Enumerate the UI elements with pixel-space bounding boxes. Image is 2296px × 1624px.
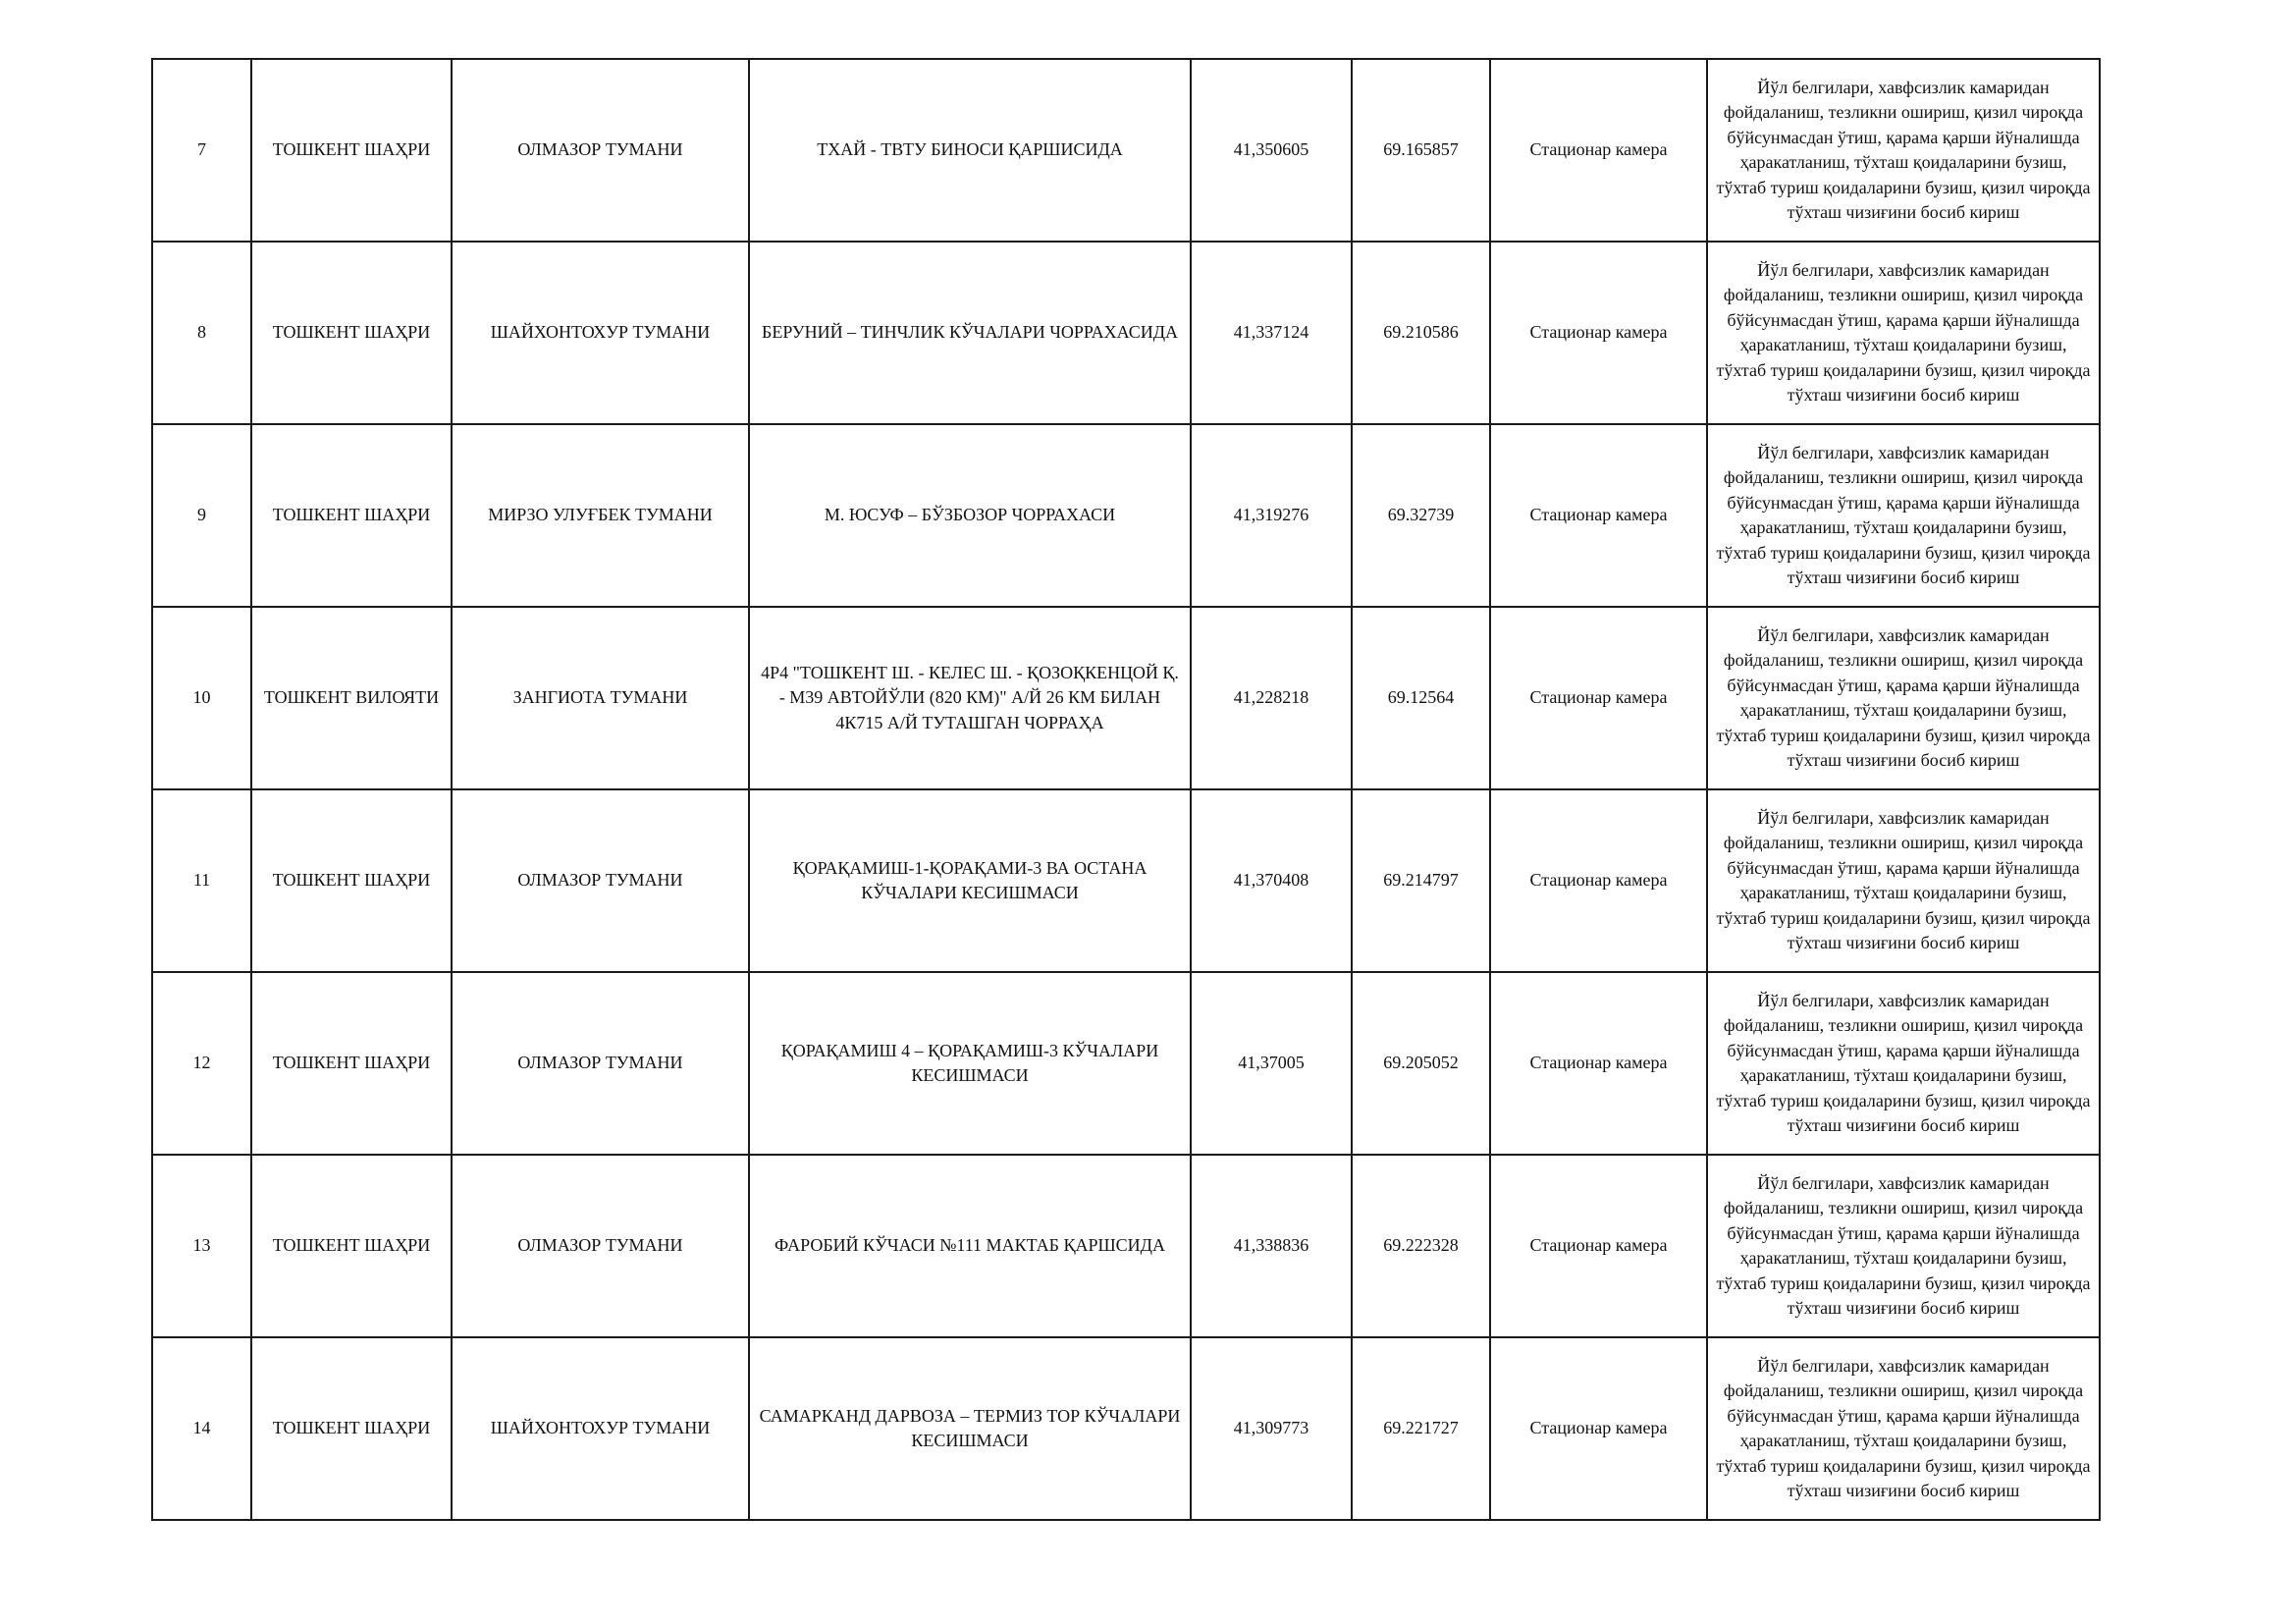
camera-type-cell: Стационар камера xyxy=(1490,1337,1707,1520)
violations-cell: Йўл белгилари, хавфсизлик камаридан фойдаланиш, тезликни ошириш, қизил чироқда бўйсунмасдан ўтиш, қарама қарши йўналишда ҳаракатланиш, тўхташ қоидаларини бузиш, тўхтаб туриш қоидаларини бузиш, қизил чироқда тўхташ чизиғини босиб кириш xyxy=(1707,59,2100,242)
district-cell: ОЛМАЗОР ТУМАНИ xyxy=(452,1155,749,1337)
violations-cell: Йўл белгилари, хавфсизлик камаридан фойдаланиш, тезликни ошириш, қизил чироқда бўйсунмасдан ўтиш, қарама қарши йўналишда ҳаракатланиш, тўхташ қоидаларини бузиш, тўхтаб туриш қоидаларини бузиш, қизил чироқда тўхташ чизиғини босиб кириш xyxy=(1707,424,2100,607)
district-cell: ОЛМАЗОР ТУМАНИ xyxy=(452,972,749,1155)
table-body xyxy=(152,59,2100,1520)
violations-cell: Йўл белгилари, хавфсизлик камаридан фойдаланиш, тезликни ошириш, қизил чироқда бўйсунмасдан ўтиш, қарама қарши йўналишда ҳаракатланиш, тўхташ қоидаларини бузиш, тўхтаб туриш қоидаларини бузиш, қизил чироқда тўхташ чизиғини босиб кириш xyxy=(1707,972,2100,1155)
table-row xyxy=(152,1155,2100,1337)
location-cell: ТХАЙ - ТВТУ БИНОСИ ҚАРШИСИДА xyxy=(749,59,1191,242)
document-page xyxy=(151,58,2101,1521)
camera-type-cell: Стационар камера xyxy=(1490,972,1707,1155)
row-number-cell: 13 xyxy=(152,1155,251,1337)
violations-cell: Йўл белгилари, хавфсизлик камаридан фойдаланиш, тезликни ошириш, қизил чироқда бўйсунмасдан ўтиш, қарама қарши йўналишда ҳаракатланиш, тўхташ қоидаларини бузиш, тўхтаб туриш қоидаларини бузиш, қизил чироқда тўхташ чизиғини босиб кириш xyxy=(1707,607,2100,789)
latitude-cell: 41,338836 xyxy=(1191,1155,1352,1337)
table-row xyxy=(152,1337,2100,1520)
location-cell: САМАРКАНД ДАРВОЗА – ТЕРМИЗ ТОР КЎЧАЛАРИ КЕСИШМАСИ xyxy=(749,1337,1191,1520)
camera-type-cell: Стационар камера xyxy=(1490,242,1707,424)
row-number-cell: 12 xyxy=(152,972,251,1155)
district-cell: МИРЗО УЛУҒБЕК ТУМАНИ xyxy=(452,424,749,607)
longitude-cell: 69.210586 xyxy=(1352,242,1490,424)
latitude-cell: 41,228218 xyxy=(1191,607,1352,789)
longitude-cell: 69.32739 xyxy=(1352,424,1490,607)
violations-cell: Йўл белгилари, хавфсизлик камаридан фойдаланиш, тезликни ошириш, қизил чироқда бўйсунмасдан ўтиш, қарама қарши йўналишда ҳаракатланиш, тўхташ қоидаларини бузиш, тўхтаб туриш қоидаларини бузиш, қизил чироқда тўхташ чизиғини босиб кириш xyxy=(1707,242,2100,424)
longitude-cell: 69.222328 xyxy=(1352,1155,1490,1337)
camera-locations-table xyxy=(151,58,2101,1521)
row-number-cell: 11 xyxy=(152,789,251,972)
latitude-cell: 41,337124 xyxy=(1191,242,1352,424)
camera-type-cell: Стационар камера xyxy=(1490,59,1707,242)
camera-type-cell: Стационар камера xyxy=(1490,424,1707,607)
row-number-cell: 9 xyxy=(152,424,251,607)
longitude-cell: 69.221727 xyxy=(1352,1337,1490,1520)
table-row xyxy=(152,607,2100,789)
region-cell: ТОШКЕНТ ВИЛОЯТИ xyxy=(251,607,452,789)
region-cell: ТОШКЕНТ ШАҲРИ xyxy=(251,424,452,607)
region-cell: ТОШКЕНТ ШАҲРИ xyxy=(251,1155,452,1337)
latitude-cell: 41,37005 xyxy=(1191,972,1352,1155)
latitude-cell: 41,309773 xyxy=(1191,1337,1352,1520)
longitude-cell: 69.214797 xyxy=(1352,789,1490,972)
district-cell: ШАЙХОНТОХУР ТУМАНИ xyxy=(452,242,749,424)
region-cell: ТОШКЕНТ ШАҲРИ xyxy=(251,972,452,1155)
location-cell: М. ЮСУФ – БЎЗБОЗОР ЧОРРАХАСИ xyxy=(749,424,1191,607)
region-cell: ТОШКЕНТ ШАҲРИ xyxy=(251,1337,452,1520)
violations-cell: Йўл белгилари, хавфсизлик камаридан фойдаланиш, тезликни ошириш, қизил чироқда бўйсунмасдан ўтиш, қарама қарши йўналишда ҳаракатланиш, тўхташ қоидаларини бузиш, тўхтаб туриш қоидаларини бузиш, қизил чироқда тўхташ чизиғини босиб кириш xyxy=(1707,789,2100,972)
table-row xyxy=(152,59,2100,242)
location-cell: ФАРОБИЙ КЎЧАСИ №111 МАКТАБ ҚАРШСИДА xyxy=(749,1155,1191,1337)
location-cell: ҚОРАҚАМИШ-1-ҚОРАҚАМИ-3 ВА ОСТАНА КЎЧАЛАРИ КЕСИШМАСИ xyxy=(749,789,1191,972)
camera-type-cell: Стационар камера xyxy=(1490,607,1707,789)
location-cell: 4Р4 "ТОШКЕНТ Ш. - КЕЛЕС Ш. - ҚОЗОҚКЕНЦОЙ Қ. - М39 АВТОЙЎЛИ (820 КМ)" А/Й 26 КМ БИЛАН 4К715 А/Й ТУТАШГАН ЧОРРАҲА xyxy=(749,607,1191,789)
district-cell: ЗАНГИОТА ТУМАНИ xyxy=(452,607,749,789)
district-cell: ОЛМАЗОР ТУМАНИ xyxy=(452,789,749,972)
camera-type-cell: Стационар камера xyxy=(1490,789,1707,972)
district-cell: ОЛМАЗОР ТУМАНИ xyxy=(452,59,749,242)
camera-type-cell: Стационар камера xyxy=(1490,1155,1707,1337)
latitude-cell: 41,350605 xyxy=(1191,59,1352,242)
latitude-cell: 41,319276 xyxy=(1191,424,1352,607)
location-cell: ҚОРАҚАМИШ 4 – ҚОРАҚАМИШ-3 КЎЧАЛАРИ КЕСИШМАСИ xyxy=(749,972,1191,1155)
longitude-cell: 69.205052 xyxy=(1352,972,1490,1155)
longitude-cell: 69.165857 xyxy=(1352,59,1490,242)
region-cell: ТОШКЕНТ ШАҲРИ xyxy=(251,789,452,972)
table-row xyxy=(152,972,2100,1155)
location-cell: БЕРУНИЙ – ТИНЧЛИК КЎЧАЛАРИ ЧОРРАХАСИДА xyxy=(749,242,1191,424)
table-row xyxy=(152,424,2100,607)
row-number-cell: 14 xyxy=(152,1337,251,1520)
region-cell: ТОШКЕНТ ШАҲРИ xyxy=(251,242,452,424)
latitude-cell: 41,370408 xyxy=(1191,789,1352,972)
longitude-cell: 69.12564 xyxy=(1352,607,1490,789)
violations-cell: Йўл белгилари, хавфсизлик камаридан фойдаланиш, тезликни ошириш, қизил чироқда бўйсунмасдан ўтиш, қарама қарши йўналишда ҳаракатланиш, тўхташ қоидаларини бузиш, тўхтаб туриш қоидаларини бузиш, қизил чироқда тўхташ чизиғини босиб кириш xyxy=(1707,1337,2100,1520)
row-number-cell: 8 xyxy=(152,242,251,424)
table-row xyxy=(152,242,2100,424)
district-cell: ШАЙХОНТОХУР ТУМАНИ xyxy=(452,1337,749,1520)
violations-cell: Йўл белгилари, хавфсизлик камаридан фойдаланиш, тезликни ошириш, қизил чироқда бўйсунмасдан ўтиш, қарама қарши йўналишда ҳаракатланиш, тўхташ қоидаларини бузиш, тўхтаб туриш қоидаларини бузиш, қизил чироқда тўхташ чизиғини босиб кириш xyxy=(1707,1155,2100,1337)
row-number-cell: 7 xyxy=(152,59,251,242)
region-cell: ТОШКЕНТ ШАҲРИ xyxy=(251,59,452,242)
row-number-cell: 10 xyxy=(152,607,251,789)
table-row xyxy=(152,789,2100,972)
